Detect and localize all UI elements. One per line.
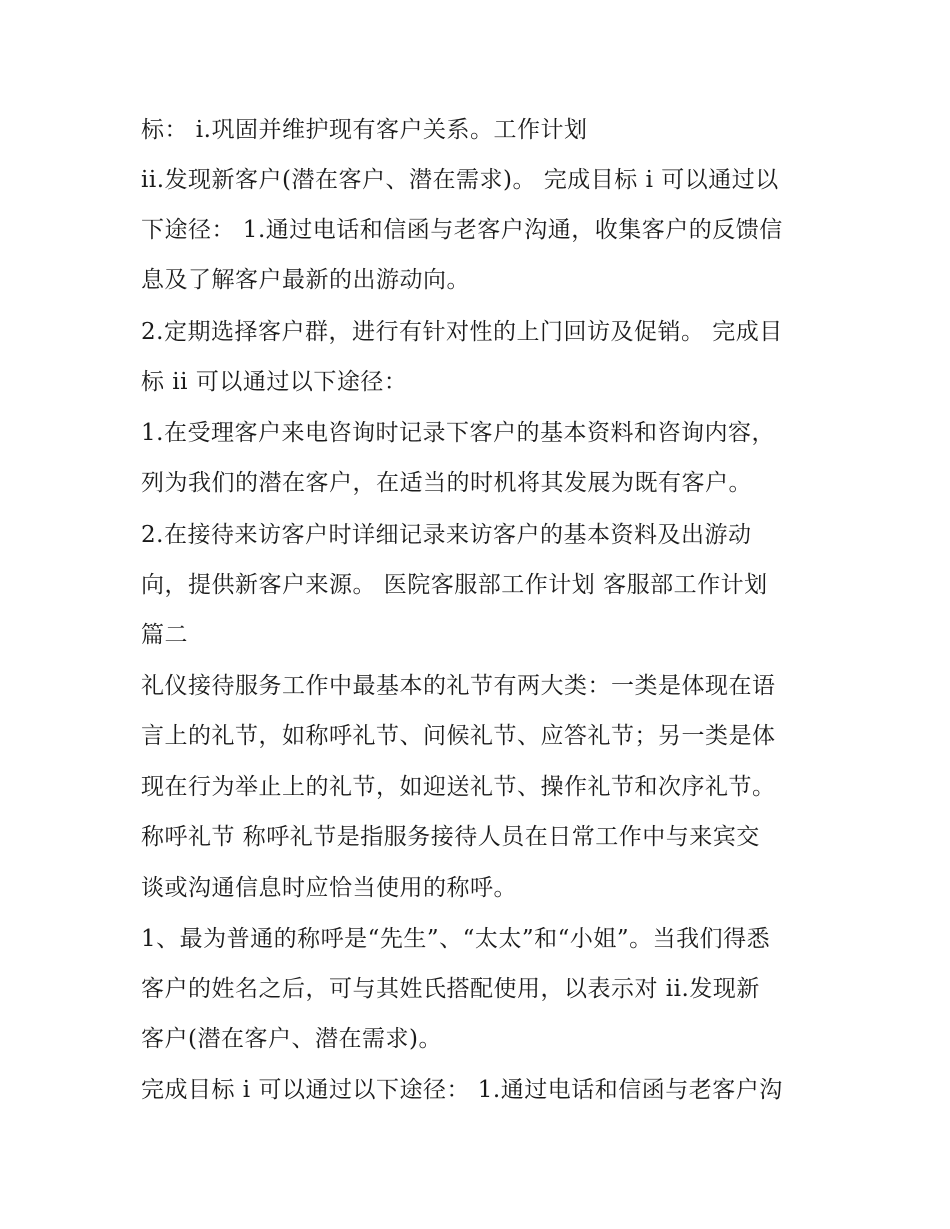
text-line: 标： i.巩固并维护现有客户关系。工作计划 xyxy=(141,117,588,143)
text-line: 息及了解客户最新的出游动向。 xyxy=(141,267,470,293)
text-line: 1.在受理客户来电咨询时记录下客户的基本资料和咨询内容， xyxy=(141,420,775,446)
text-line: 列为我们的潜在客户，在适当的时机将其发展为既有客户。 xyxy=(141,470,752,496)
text-line: 向，提供新客户来源。 医院客服部工作计划 客服部工作计划 xyxy=(141,572,768,598)
text-line: 完成目标 i 可以通过以下途径： 1.通过电话和信函与老客户沟 xyxy=(141,1077,783,1103)
text-line: 言上的礼节，如称呼礼节、问候礼节、应答礼节；另一类是体 xyxy=(141,723,776,749)
text-line: 篇二 xyxy=(141,622,188,648)
text-line: 2.在接待来访客户时详细记录来访客户的基本资料及出游动 xyxy=(141,522,752,548)
text-line: ii.发现新客户(潜在客户、潜在需求)。 完成目标 i 可以通过以 xyxy=(141,167,779,193)
text-line: 2.定期选择客户群，进行有针对性的上门回访及促销。 完成目 xyxy=(141,319,783,345)
text-line: 称呼礼节 称呼礼节是指服务接待人员在日常工作中与来宾交 xyxy=(141,824,760,850)
text-line: 1、最为普通的称呼是“先生”、“太太”和“小姐”。当我们得悉 xyxy=(141,926,771,952)
text-line: 礼仪接待服务工作中最基本的礼节有两大类：一类是体现在语 xyxy=(141,673,776,699)
text-line: 谈或沟通信息时应恰当使用的称呼。 xyxy=(141,875,517,901)
text-line: 客户(潜在客户、潜在需求)。 xyxy=(141,1026,442,1052)
text-line: 现在行为举止上的礼节，如迎送礼节、操作礼节和次序礼节。 xyxy=(141,774,776,800)
text-line: 标 ii 可以通过以下途径： xyxy=(141,369,408,395)
text-line: 下途径： 1.通过电话和信函与老客户沟通，收集客户的反馈信 xyxy=(141,217,783,243)
text-line: 客户的姓名之后，可与其姓氏搭配使用，以表示对 ii.发现新 xyxy=(141,976,760,1002)
